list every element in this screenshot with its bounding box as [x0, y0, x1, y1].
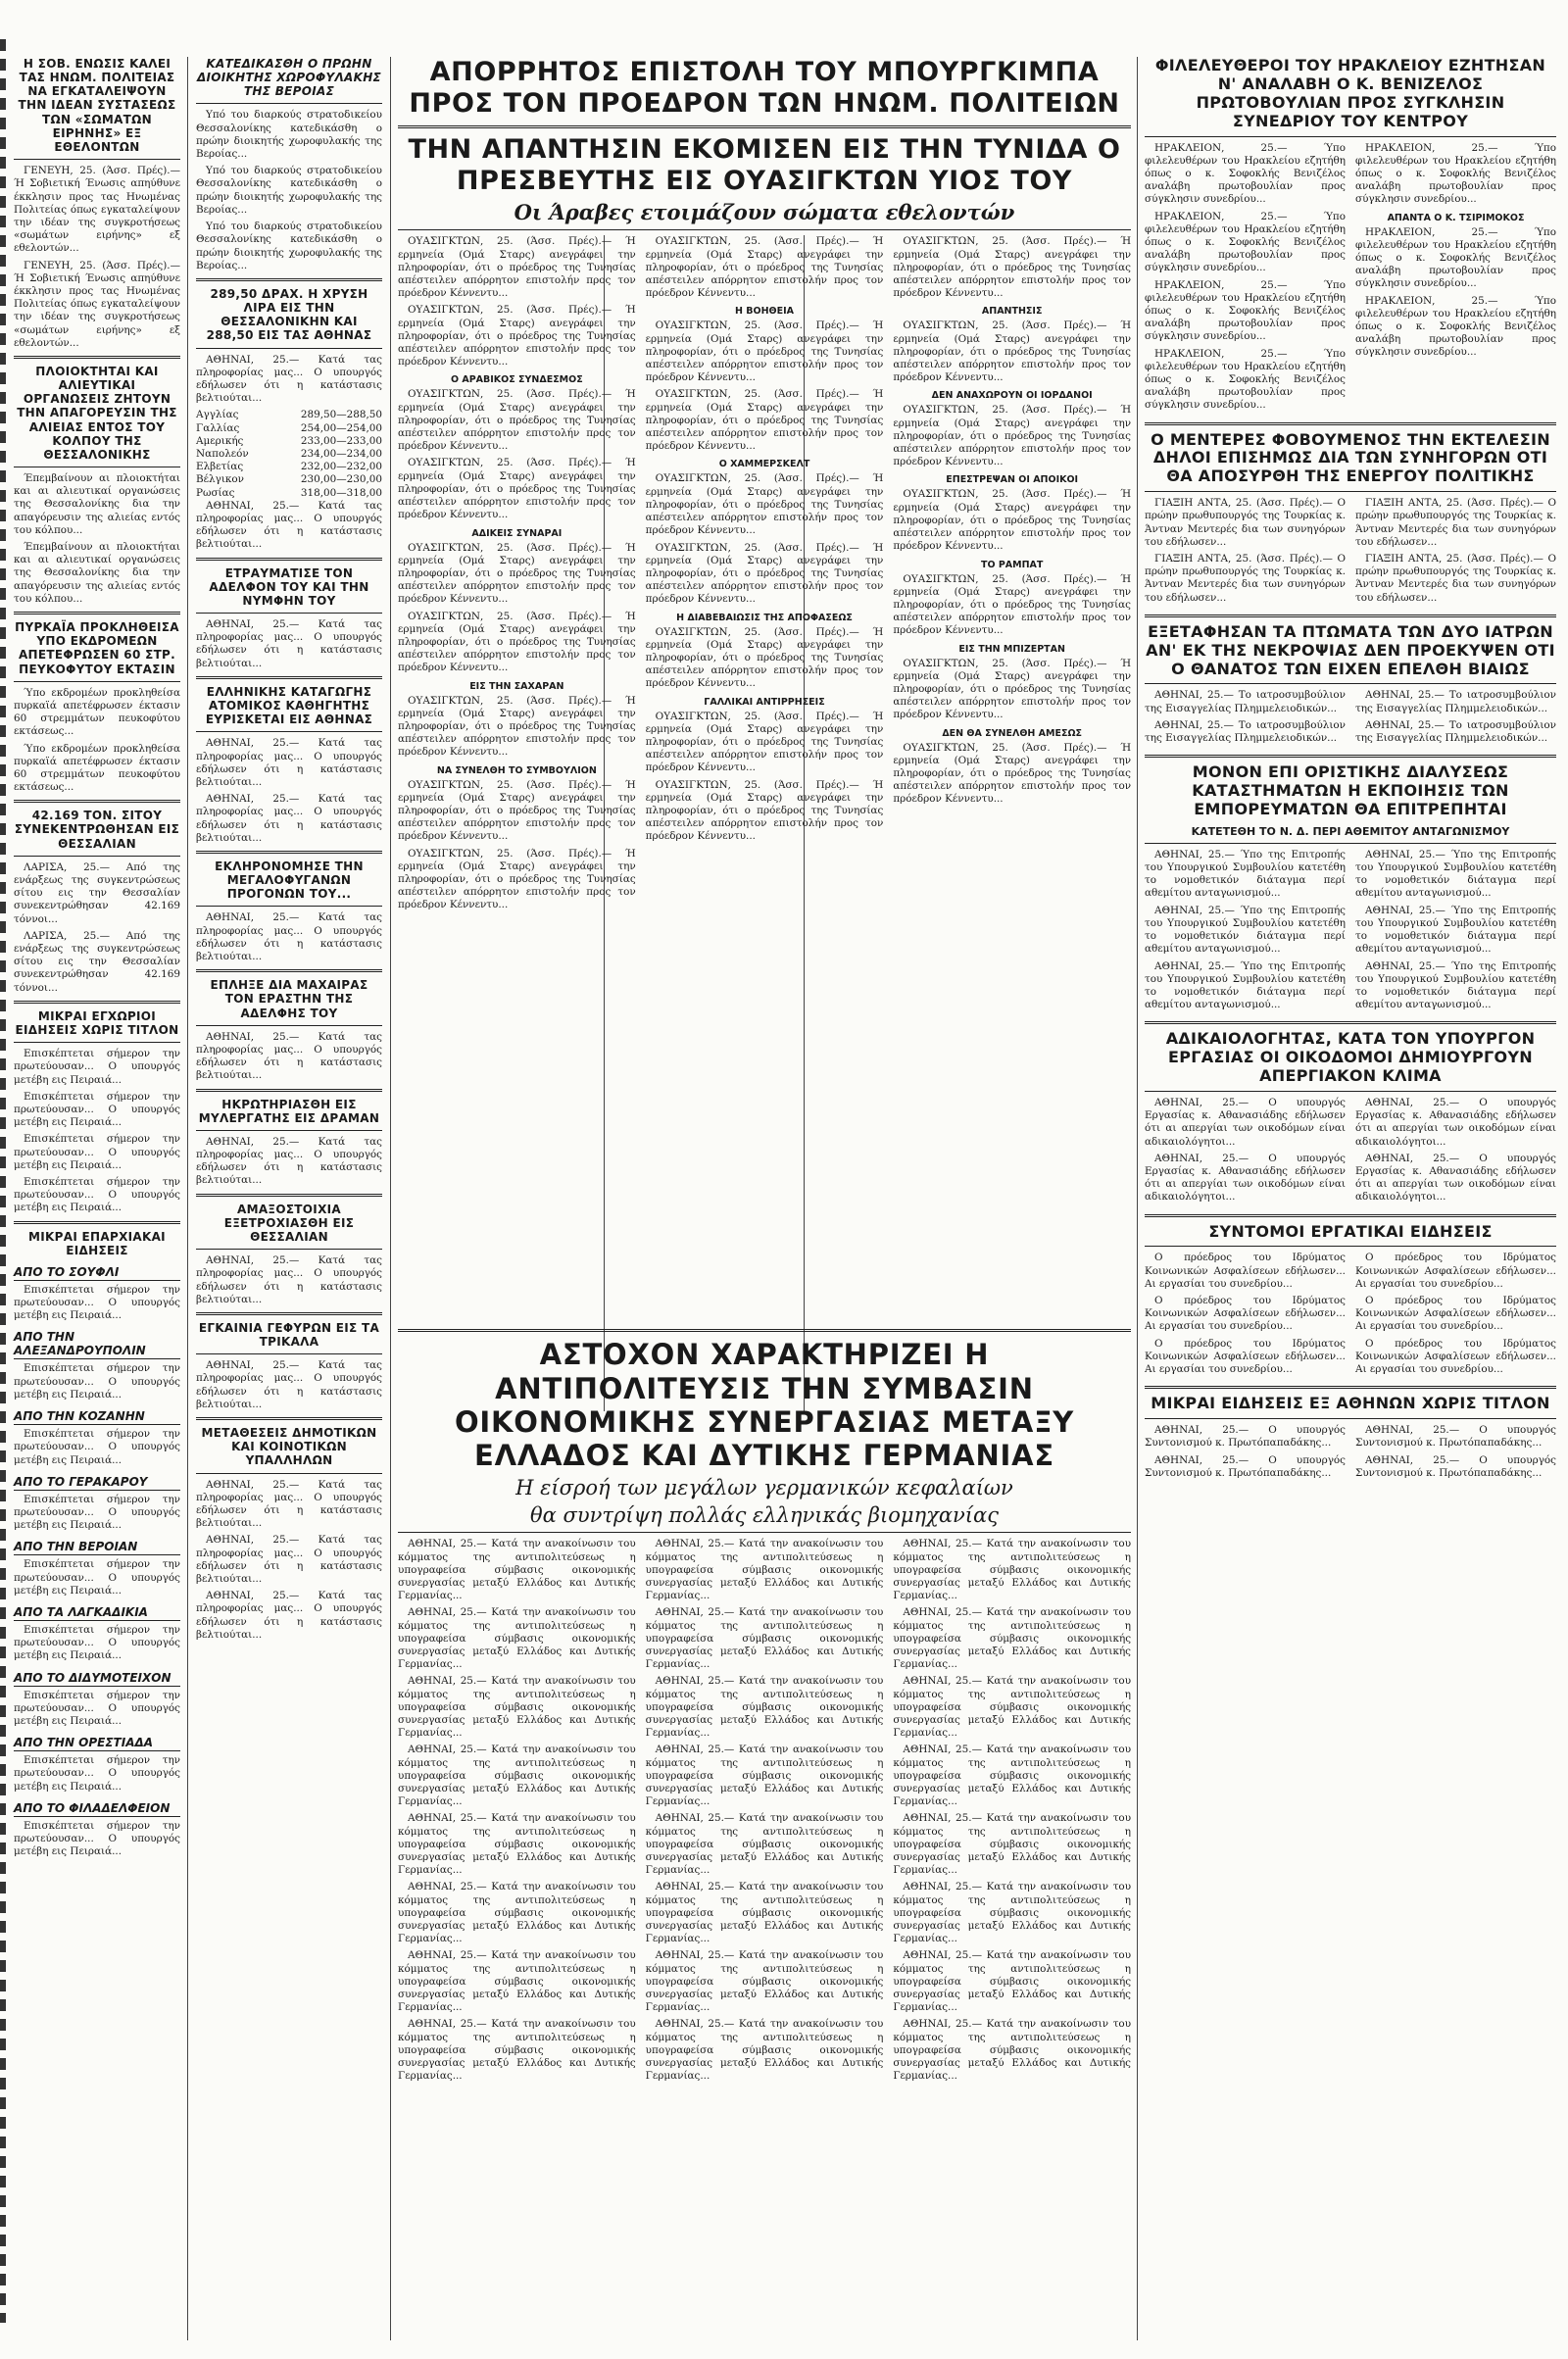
- article-text: ΑΘΗΝΑΙ, 25.— Κατά την ανακοίνωσιν του κόμματος της αντιπολιτεύσεως η υπογραφείσα σύμβασις οικονομικής συνεργασίας μεταξύ Ελλάδος και Δυτικής Γερμανίας...: [645, 1949, 884, 2014]
- lead-column-a: [398, 235, 636, 1323]
- divider: [398, 1329, 1131, 1332]
- article-text: ΗΡΑΚΛΕΙΟΝ, 25.— Ύπο φιλελευθέρων του Ηρακλείου εζητήθη όπως ο κ. Σοφοκλής Βενιζέλος αναλάβη πρωτοβουλίαν προς σύγκλησιν συνεδρίου...: [1145, 141, 1346, 206]
- section-label: ΑΠΟ ΤΟ ΣΟΥΦΛΙ: [14, 1265, 180, 1281]
- article-text: ΟΥΑΣΙΓΚΤΩΝ, 25. (Άσσ. Πρές).— Ή ερμηνεία (Ομά Σταρς) ανεγράφει την πληροφορίαν, ότι ο πρόεδρος της Τυνησίας απέστειλεν απόρρητον επιστολήν προς τον πρόεδρον Κέννεντυ...: [398, 610, 636, 674]
- article-text: Ύπο εκδρομέων προκληθείσα πυρκαϊά απετέφρωσεν έκτασιν 60 στρεμμάτων πευκοφύτου εκτάσεως...: [14, 742, 180, 794]
- price-row: Αμερικής 233,00—233,00: [196, 434, 382, 447]
- headline-gold-price: 289,50 ΔΡΑΧ. Η ΧΡΥΣΗ ΛΙΡΑ ΕΙΣ ΤΗΝ ΘΕΣΣΑΛΟΝΙΚΗΝ ΚΑΙ 288,50 ΕΙΣ ΤΑΣ ΑΘΗΝΑΣ: [206, 286, 372, 343]
- article-text: ΗΡΑΚΛΕΙΟΝ, 25.— Ύπο φιλελευθέρων του Ηρακλείου εζητήθη όπως ο κ. Σοφοκλής Βενιζέλος αναλάβη πρωτοβουλίαν προς σύγκλησιν συνεδρίου...: [1145, 347, 1346, 412]
- article-text: ΓΕΝΕΥΗ, 25. (Άσσ. Πρές).— Ή Σοβιετική Ένωσις απηύθυνε έκκλησιν προς τας Ηνωμένας Πολιτείας όπως εγκαταλείψουν την ιδέαν της συγκροτήσεως «σωμάτων ειρήνης» εξ εθελοντών...: [14, 165, 180, 255]
- germany-columns: [398, 1538, 1131, 2332]
- article-text: ΑΘΗΝΑΙ, 25.— Το ιατροσυμβούλιον της Εισαγγελίας Πλημμελειοδικών...: [1355, 718, 1556, 745]
- article-text: Ύπο εκδρομέων προκληθείσα πυρκαϊά απετέφρωσεν έκτασιν 60 στρεμμάτων πευκοφύτου εκτάσεως...: [14, 686, 180, 738]
- article-text: ΑΘΗΝΑΙ, 25.— Κατά την ανακοίνωσιν του κόμματος της αντιπολιτεύσεως η υπογραφείσα σύμβασις οικονομικής συνεργασίας μεταξύ Ελλάδος και Δυτικής Γερμανίας...: [893, 1812, 1131, 1877]
- column-rule: [1137, 57, 1138, 2340]
- article-text: ΑΘΗΝΑΙ, 25.— Κατά τας πληροφορίας μας... Ο υπουργός εδήλωσεν ότι η κατάστασις βελτιούται...: [196, 499, 382, 551]
- divider: [196, 1353, 382, 1354]
- price-row: Αγγλίας 289,50—288,50: [196, 409, 382, 421]
- article-text: Έπεμβαίνουν αι πλοιοκτήται και αι αλιευτικαί οργανώσεις της Θεσσαλονίκης δια την απαγόρευσιν της αλιείας εντός του κόλπου...: [14, 541, 180, 605]
- article-text: ΑΘΗΝΑΙ, 25.— Ο υπουργός Εργασίας κ. Αθανασιάδης εδήλωσεν ότι αι απεργίαι των οικοδόμων είναι αδικαιολόγητοι...: [1145, 1152, 1346, 1204]
- subhead: ΑΠΑΝΤΗΣΙΣ: [981, 306, 1043, 318]
- subhead: ΑΠΑΝΤΑ Ο Κ. ΤΣΙΡΙΜΟΚΟΣ: [1387, 212, 1525, 223]
- headline-menderes: Ο ΜΕΝΤΕΡΕΣ ΦΟΒΟΥΜΕΝΟΣ ΤΗΝ ΕΚΤΕΛΕΣΙΝ ΔΗΛΟΙ ΕΠΙΣΗΜΩΣ ΔΙΑ ΤΩΝ ΣΥΝΗΓΟΡΩΝ ΟΤΙ ΘΑ ΑΠΟΣΥΡΘΗ ΤΗΣ ΕΝΕΡΓΟΥ ΠΟΛΙΤΙΚΗΣ: [1151, 429, 1550, 486]
- headline-stabbing: ΕΠΛΗΞΕ ΔΙΑ ΜΑΧΑΙΡΑΣ ΤΟΝ ΕΡΑΣΤΗΝ ΤΗΣ ΑΔΕΛΦΗΣ ΤΟΥ: [210, 978, 368, 1020]
- headline-germany-agreement: ΑΣΤΟΧΟΝ ΧΑΡΑΚΤΗΡΙΖΕΙ Η ΑΝΤΙΠΟΛΙΤΕΥΣΙΣ ΤΗΝ ΣΥΜΒΑΣΙΝ ΟΙΚΟΝΟΜΙΚΗΣ ΣΥΝΕΡΓΑΣΙΑΣ ΜΕΤΑΞΥ ΕΛΛΑΔΟΣ ΚΑΙ ΔΥΤΙΚΗΣ ΓΕΡΜΑΝΙΑΣ: [454, 1338, 1075, 1473]
- section-label: ΑΠΟ ΤΗΝ ΟΡΕΣΤΙΑΔΑ: [14, 1736, 180, 1751]
- price-row: Γαλλίας 254,00—254,00: [196, 421, 382, 434]
- divider: [398, 125, 1131, 128]
- divider: [196, 851, 382, 854]
- article-text: ΑΘΗΝΑΙ, 25.— Κατά την ανακοίνωσιν του κόμματος της αντιπολιτεύσεως η υπογραφείσα σύμβασις οικονομικής συνεργασίας μεταξύ Ελλάδος και Δυτικής Γερμανίας...: [893, 1881, 1131, 1945]
- article-text: ΑΘΗΝΑΙ, 25.— Κατά την ανακοίνωσιν του κόμματος της αντιπολιτεύσεως η υπογραφείσα σύμβασις οικονομικής συνεργασίας μεταξύ Ελλάδος και Δυτικής Γερμανίας...: [893, 2018, 1131, 2083]
- headline-doctors: ΕΞΕΤΑΦΗΣΑΝ ΤΑ ΠΤΩΜΑΤΑ ΤΩΝ ΔΥΟ ΙΑΤΡΩΝ ΑΝ' ΕΚ ΤΗΣ ΝΕΚΡΟΨΙΑΣ ΔΕΝ ΠΡΟΕΚΥΨΕΝ ΟΤΙ Ο ΘΑΝΑΤΟΣ ΤΩΝ ΕΙΧΕΝ ΕΠΕΛΘΗ ΒΙΑΙΩΣ: [1146, 621, 1555, 678]
- article-text: ΑΘΗΝΑΙ, 25.— Κατά την ανακοίνωσιν του κόμματος της αντιπολιτεύσεως η υπογραφείσα σύμβασις οικονομικής συνεργασίας μεταξύ Ελλάδος και Δυτικής Γερμανίας...: [893, 1606, 1131, 1671]
- article-text: ΛΑΡΙΣΑ, 25.— Από της ενάρξεως της συγκεντρώσεως σίτου εις την Θεσσαλίαν συνεκεντρώθησαν 42.169 τόννοι...: [14, 929, 180, 994]
- article-text: ΑΘΗΝΑΙ, 25.— Το ιατροσυμβούλιον της Εισαγγελίας Πλημμελειοδικών...: [1145, 718, 1346, 745]
- article-text: ΑΘΗΝΑΙ, 25.— Κατά τας πληροφορίας μας... Ο υπουργός εδήλωσεν ότι η κατάστασις βελτιούται...: [196, 353, 382, 405]
- article-text: ΑΘΗΝΑΙ, 25.— Κατά την ανακοίνωσιν του κόμματος της αντιπολιτεύσεως η υπογραφείσα σύμβασις οικονομικής συνεργασίας μεταξύ Ελλάδος και Δυτικής Γερμανίας...: [398, 1881, 636, 1945]
- divider: [1145, 1418, 1556, 1419]
- subhead: ΝΑ ΣΥΝΕΛΘΗ ΤΟ ΣΥΜΒΟΥΛΙΟΝ: [436, 764, 597, 776]
- article-text: ΟΥΑΣΙΓΚΤΩΝ, 25. (Άσσ. Πρές).— Ή ερμηνεία (Ομά Σταρς) ανεγράφει την πληροφορίαν, ότι ο πρόεδρος της Τυνησίας απέστειλεν απόρρητον επιστολήν προς τον πρόεδρον Κέννεντυ...: [398, 304, 636, 369]
- subhead: ΕΙΣ ΤΗΝ ΣΑΧΑΡΑΝ: [469, 680, 564, 692]
- lead-column-c: [893, 235, 1131, 1323]
- column-2: [196, 57, 382, 1646]
- headline-transfers: ΜΕΤΑΘΕΣΕΙΣ ΔΗΜΟΤΙΚΩΝ ΚΑΙ ΚΟΙΝΟΤΙΚΩΝ ΥΠΑΛΛΗΛΩΝ: [201, 1426, 377, 1468]
- price-row: Ρωσίας 318,00—318,00: [196, 486, 382, 499]
- article-text: ΑΘΗΝΑΙ, 25.— Κατά τας πληροφορίας μας... Ο υπουργός εδήλωσεν ότι η κατάστασις βελτιούται...: [196, 911, 382, 963]
- article-text: ΑΘΗΝΑΙ, 25.— Κατά τας πληροφορίας μας... Ο υπουργός εδήλωσεν ότι η κατάστασις βελτιούται...: [196, 1534, 382, 1585]
- divider: [196, 1089, 382, 1092]
- article-text: Ο πρόεδρος του Ιδρύματος Κοινωνικών Ασφαλίσεων εδήλωσεν... Αι εργασίαι του συνεδρίου...: [1145, 1337, 1346, 1376]
- germany-column-b: [646, 1538, 884, 2332]
- headline-professor: ΕΛΛΗΝΙΚΗΣ ΚΑΤΑΓΩΓΗΣ ΑΤΟΜΙΚΟΣ ΚΑΘΗΓΗΤΗΣ ΕΥΡΙΣΚΕΤΑΙ ΕΙΣ ΑΘΗΝΑΣ: [205, 684, 373, 727]
- article-text: Έπεμβαίνουν αι πλοιοκτήται και αι αλιευτικαί οργανώσεις της Θεσσαλονίκης δια την απαγόρευσιν της αλιείας εντός του κόλπου...: [14, 472, 180, 536]
- headline-local-news: ΜΙΚΡΑΙ ΕΓΧΩΡΙΟΙ ΕΙΔΗΣΕΙΣ ΧΩΡΙΣ ΤΙΤΛΟΝ: [15, 1008, 179, 1037]
- article-text: ΑΘΗΝΑΙ, 25.— Κατά τας πληροφορίας μας... Ο υπουργός εδήλωσεν ότι η κατάστασις βελτιούται...: [196, 1135, 382, 1187]
- article-text: Επισκέπτεται σήμερον την πρωτεύουσαν... Ο υπουργός μετέβη εις Πειραιά...: [14, 1362, 180, 1401]
- athens-columns: [1145, 1424, 1556, 1484]
- article-text: ΟΥΑΣΙΓΚΤΩΝ, 25. (Άσσ. Πρές).— Ή ερμηνεία (Ομά Σταρς) ανεγράφει την πληροφορίαν, ότι ο πρόεδρος της Τυνησίας απέστειλεν απόρρητον επιστολήν προς τον πρόεδρον Κέννεντυ...: [398, 457, 636, 521]
- article-text: ΑΘΗΝΑΙ, 25.— Το ιατροσυμβούλιον της Εισαγγελίας Πλημμελειοδικών...: [1145, 689, 1346, 714]
- divider: [1145, 755, 1556, 758]
- article-text: Επισκέπτεται σήμερον την πρωτεύουσαν... Ο υπουργός μετέβη εις Πειραιά...: [14, 1493, 180, 1532]
- divider: [14, 800, 180, 803]
- germany-column-a: [398, 1538, 636, 2332]
- divider: [398, 1532, 1131, 1533]
- subhead: ΑΔΙΚΕΙΣ ΣΥΝΑΡΑΙ: [471, 527, 563, 539]
- article-text: Επισκέπτεται σήμερον την πρωτεύουσαν... Ο υπουργός μετέβη εις Πειραιά...: [14, 1623, 180, 1662]
- article-text: ΑΘΗΝΑΙ, 25.— Ο υπουργός Συντονισμού κ. Πρωτόπαπαδάκης...: [1355, 1424, 1556, 1450]
- headline-liquidation: ΜΟΝΟΝ ΕΠΙ ΟΡΙΣΤΙΚΗΣ ΔΙΑΛΥΣΕΩΣ ΚΑΤΑΣΤΗΜΑΤΩΝ Η ΕΚΠΟΙΗΣΙΣ ΤΩΝ ΕΜΠΟΡΕΥΜΑΤΩΝ ΘΑ ΕΠΙΤΡΕΠΗΤΑΙ: [1192, 762, 1509, 818]
- divider: [196, 1130, 382, 1131]
- article-text: Υπό του διαρκούς στρατοδικείου Θεσσαλονίκης κατεδικάσθη ο πρώην διοικητής χωροφυλακής της Βεροίας...: [196, 109, 382, 161]
- article-text: Επισκέπτεται σήμερον την πρωτεύουσαν... Ο υπουργός μετέβη εις Πειραιά...: [14, 1754, 180, 1793]
- headline-labor-news: ΣΥΝΤΟΜΟΙ ΕΡΓΑΤΙΚΑΙ ΕΙΔΗΣΕΙΣ: [1208, 1221, 1493, 1241]
- section-label: ΑΠΟ ΤΟ ΓΕΡΑΚΑΡΟΥ: [14, 1475, 180, 1491]
- article-text: Υπό του διαρκούς στρατοδικείου Θεσσαλονίκης κατεδικάσθη ο πρώην διοικητής χωροφυλακής της Βεροίας...: [196, 221, 382, 271]
- article-text: ΑΘΗΝΑΙ, 25.— Ύπο της Επιτροπής του Υπουργικού Συμβουλίου κατετέθη το νομοθετικόν διάταγμα περί αθεμίτου ανταγωνισμού...: [1145, 904, 1346, 956]
- subhead: ΕΠΕΣΤΡΕΨΑΝ ΟΙ ΑΠΟΙΚΟΙ: [946, 474, 1079, 486]
- price-row: Ελβετίας 232,00—232,00: [196, 461, 382, 473]
- article-text: Επισκέπτεται σήμερον την πρωτεύουσαν... Ο υπουργός μετέβη εις Πειραιά...: [14, 1090, 180, 1129]
- article-text: ΟΥΑΣΙΓΚΤΩΝ, 25. (Άσσ. Πρές).— Ή ερμηνεία (Ομά Σταρς) ανεγράφει την πληροφορίαν, ότι ο πρόεδρος της Τυνησίας απέστειλεν απόρρητον επιστολήν προς τον πρόεδρον Κέννεντυ...: [645, 625, 884, 690]
- headline-mill-worker: ΗΚΡΩΤΗΡΙΑΣΘΗ ΕΙΣ ΜΥΛΕΡΓΑΤΗΣ ΕΙΣ ΔΡΑΜΑΝ: [198, 1097, 380, 1125]
- headline-athens-news: ΜΙΚΡΑΙ ΕΙΔΗΣΕΙΣ ΕΞ ΑΘΗΝΩΝ ΧΩΡΙΣ ΤΙΤΛΟΝ: [1151, 1394, 1550, 1413]
- lead-columns: [398, 235, 1131, 1323]
- article-text: ΑΘΗΝΑΙ, 25.— Ο υπουργός Συντονισμού κ. Πρωτόπαπαδάκης...: [1145, 1424, 1346, 1450]
- headline-provincial-news: ΜΙΚΡΑΙ ΕΠΑΡΧΙΑΚΑΙ ΕΙΔΗΣΕΙΣ: [28, 1229, 166, 1257]
- article-text: ΑΘΗΝΑΙ, 25.— Κατά την ανακοίνωσιν του κόμματος της αντιπολιτεύσεως η υπογραφείσα σύμβασις οικονομικής συνεργασίας μεταξύ Ελλάδος και Δυτικής Γερμανίας...: [398, 1606, 636, 1671]
- article-text: ΑΘΗΝΑΙ, 25.— Ο υπουργός Εργασίας κ. Αθανασιάδης εδήλωσεν ότι αι απεργίαι των οικοδόμων είναι αδικαιολόγητοι...: [1145, 1096, 1346, 1148]
- article-text: Υπό του διαρκούς στρατοδικείου Θεσσαλονίκης κατεδικάσθη ο πρώην διοικητής χωροφυλακής της Βεροίας...: [196, 165, 382, 216]
- headline-inheritance: ΕΚΛΗΡΟΝΟΜΗΣΕ ΤΗΝ ΜΕΓΑΛΟΦΥΓΑΝΩΝ ΠΡΟΓΟΝΩΝ ΤΟΥ...: [215, 859, 364, 902]
- divider: [196, 1417, 382, 1420]
- article-text: ΑΘΗΝΑΙ, 25.— Κατά την ανακοίνωσιν του κόμματος της αντιπολιτεύσεως η υπογραφείσα σύμβασις οικονομικής συνεργασίας μεταξύ Ελλάδος και Δυτικής Γερμανίας...: [645, 1606, 884, 1671]
- article-text: ΗΡΑΚΛΕΙΟΝ, 25.— Ύπο φιλελευθέρων του Ηρακλείου εζητήθη όπως ο κ. Σοφοκλής Βενιζέλος αναλάβη πρωτοβουλίαν προς σύγκλησιν συνεδρίου...: [1145, 210, 1346, 274]
- lead-story: [398, 57, 1131, 2332]
- article-text: Επισκέπτεται σήμερον την πρωτεύουσαν... Ο υπουργός μετέβη εις Πειραιά...: [14, 1048, 180, 1086]
- divider: [196, 1312, 382, 1315]
- article-text: ΑΘΗΝΑΙ, 25.— Ο υπουργός Συντονισμού κ. Πρωτόπαπαδάκης...: [1355, 1453, 1556, 1479]
- article-text: ΟΥΑΣΙΓΚΤΩΝ, 25. (Άσσ. Πρές).— Ή ερμηνεία (Ομά Σταρς) ανεγράφει την πληροφορίαν, ότι ο πρόεδρος της Τυνησίας απέστειλεν απόρρητον επιστολήν προς τον πρόεδρον Κέννεντυ...: [645, 472, 884, 537]
- divider: [196, 676, 382, 679]
- article-text: Ο πρόεδρος του Ιδρύματος Κοινωνικών Ασφαλίσεων εδήλωσεν... Αι εργασίαι του συνεδρίου...: [1145, 1295, 1346, 1333]
- subhead: Η ΒΟΗΘΕΙΑ: [735, 306, 794, 318]
- divider: [1145, 1091, 1556, 1092]
- article-text: ΑΘΗΝΑΙ, 25.— Κατά την ανακοίνωσιν του κόμματος της αντιπολιτεύσεως η υπογραφείσα σύμβασις οικονομικής συνεργασίας μεταξύ Ελλάδος και Δυτικής Γερμανίας...: [893, 1744, 1131, 1808]
- headline-ambassador-son: ΤΗΝ ΑΠΑΝΤΗΣΙΝ ΕΚΟΜΙΣΕΝ ΕΙΣ ΤΗΝ ΤΥΝΙΔΑ Ο ΠΡΕΣΒΕΥΤΗΣ ΕΙΣ ΟΥΑΣΙΓΚΤΩΝ ΥΙΟΣ ΤΟΥ: [408, 133, 1121, 196]
- article-text: ΟΥΑΣΙΓΚΤΩΝ, 25. (Άσσ. Πρές).— Ή ερμηνεία (Ομά Σταρς) ανεγράφει την πληροφορίαν, ότι ο πρόεδρος της Τυνησίας απέστειλεν απόρρητον επιστολήν προς τον πρόεδρον Κέννεντυ...: [645, 541, 884, 606]
- article-text: ΟΥΑΣΙΓΚΤΩΝ, 25. (Άσσ. Πρές).— Ή ερμηνεία (Ομά Σταρς) ανεγράφει την πληροφορίαν, ότι ο πρόεδρος της Τυνησίας απέστειλεν απόρρητον επιστολήν προς τον πρόεδρον Κέννεντυ...: [645, 778, 884, 843]
- divider: [1145, 136, 1556, 137]
- divider: [14, 1001, 180, 1004]
- divider: [1145, 1021, 1556, 1024]
- venizelos-columns: [1145, 142, 1556, 417]
- article-text: ΑΘΗΝΑΙ, 25.— Κατά τας πληροφορίας μας... Ο υπουργός εδήλωσεν ότι η κατάστασις βελτιούται...: [196, 1359, 382, 1410]
- article-text: ΑΘΗΝΑΙ, 25.— Κατά την ανακοίνωσιν του κόμματος της αντιπολιτεύσεως η υπογραφείσα σύμβασις οικονομικής συνεργασίας μεταξύ Ελλάδος και Δυτικής Γερμανίας...: [645, 1881, 884, 1945]
- headline-wheat: 42.169 ΤΟΝ. ΣΙΤΟΥ ΣΥΝΕΚΕΝΤΡΩΘΗΣΑΝ ΕΙΣ ΘΕΣΣΑΛΙΑΝ: [14, 809, 180, 851]
- article-text: ΑΘΗΝΑΙ, 25.— Κατά την ανακοίνωσιν του κόμματος της αντιπολιτεύσεως η υπογραφείσα σύμβασις οικονομικής συνεργασίας μεταξύ Ελλάδος και Δυτικής Γερμανίας...: [645, 1744, 884, 1808]
- article-text: Επισκέπτεται σήμερον την πρωτεύουσαν... Ο υπουργός μετέβη εις Πειραιά...: [14, 1133, 180, 1171]
- liquidation-columns: [1145, 849, 1556, 1015]
- article-text: ΟΥΑΣΙΓΚΤΩΝ, 25. (Άσσ. Πρές).— Ή ερμηνεία (Ομά Σταρς) ανεγράφει την πληροφορίαν, ότι ο πρόεδρος της Τυνησίας απέστειλεν απόρρητον επιστολήν προς τον πρόεδρον Κέννεντυ...: [645, 235, 884, 300]
- divider: [14, 159, 180, 160]
- section-label: ΑΠΟ ΤΑ ΛΑΓΚΑΔΙΚΙΑ: [14, 1605, 180, 1621]
- headline-bridges: ΕΓΚΑΙΝΙΑ ΓΕΦΥΡΩΝ ΕΙΣ ΤΑ ΤΡΙΚΑΛΑ: [198, 1320, 380, 1350]
- article-text: ΑΘΗΝΑΙ, 25.— Κατά τας πληροφορίας μας... Ο υπουργός εδήλωσεν ότι η κατάστασις βελτιούται...: [196, 1590, 382, 1641]
- article-text: ΑΘΗΝΑΙ, 25.— Κατά την ανακοίνωσιν του κόμματος της αντιπολιτεύσεως η υπογραφείσα σύμβασις οικονομικής συνεργασίας μεταξύ Ελλάδος και Δυτικής Γερμανίας...: [398, 1949, 636, 2014]
- article-text: ΓΙΑΞΙΗ ΑΝΤΑ, 25. (Άσσ. Πρές).— Ο πρώην πρωθυπουργός της Τουρκίας κ. Άντναν Μεντερές δια των συνηγόρων του εδήλωσεν...: [1145, 553, 1346, 604]
- builders-columns: [1145, 1097, 1556, 1208]
- article-text: ΗΡΑΚΛΕΙΟΝ, 25.— Ύπο φιλελευθέρων του Ηρακλείου εζητήθη όπως ο κ. Σοφοκλής Βενιζέλος αναλάβη πρωτοβουλίαν προς σύγκλησιν συνεδρίου...: [1355, 294, 1556, 359]
- divider: [14, 856, 180, 857]
- article-text: ΟΥΑΣΙΓΚΤΩΝ, 25. (Άσσ. Πρές).— Ή ερμηνεία (Ομά Σταρς) ανεγράφει την πληροφορίαν, ότι ο πρόεδρος της Τυνησίας απέστειλεν απόρρητον επιστολήν προς τον πρόεδρον Κέννεντυ...: [645, 710, 884, 774]
- article-text: Επισκέπτεται σήμερον την πρωτεύουσαν... Ο υπουργός μετέβη εις Πειραιά...: [14, 1689, 180, 1727]
- article-text: ΑΘΗΝΑΙ, 25.— Το ιατροσυμβούλιον της Εισαγγελίας Πλημμελειοδικών...: [1355, 689, 1556, 714]
- article-text: ΑΘΗΝΑΙ, 25.— Ύπο της Επιτροπής του Υπουργικού Συμβουλίου κατετέθη το νομοθετικόν διάταγμα περί αθεμίτου ανταγωνισμού...: [1355, 848, 1556, 900]
- article-text: ΓΙΑΞΙΗ ΑΝΤΑ, 25. (Άσσ. Πρές).— Ο πρώην πρωθυπουργός της Τουρκίας κ. Άντναν Μεντερές δια των συνηγόρων του εδήλωσεν...: [1355, 497, 1556, 548]
- article-text: ΓΕΝΕΥΗ, 25. (Άσσ. Πρές).— Ή Σοβιετική Ένωσις απηύθυνε έκκλησιν προς τας Ηνωμένας Πολιτείας όπως εγκαταλείψουν την ιδέαν της συγκροτήσεως «σωμάτων ειρήνης» εξ εθελοντών...: [14, 259, 180, 349]
- article-text: ΟΥΑΣΙΓΚΤΩΝ, 25. (Άσσ. Πρές).— Ή ερμηνεία (Ομά Σταρς) ανεγράφει την πληροφορίαν, ότι ο πρόεδρος της Τυνησίας απέστειλεν απόρρητον επιστολήν προς τον πρόεδρον Κέννεντυ...: [398, 541, 636, 606]
- article-text: ΑΘΗΝΑΙ, 25.— Κατά τας πληροφορίας μας... Ο υπουργός εδήλωσεν ότι η κατάστασις βελτιούται...: [196, 1478, 382, 1530]
- lead-column-b: [646, 235, 884, 1323]
- article-text: ΟΥΑΣΙΓΚΤΩΝ, 25. (Άσσ. Πρές).— Ή ερμηνεία (Ομά Σταρς) ανεγράφει την πληροφορίαν, ότι ο πρόεδρος της Τυνησίας απέστειλεν απόρρητον επιστολήν προς τον πρόεδρον Κέννεντυ...: [893, 404, 1131, 468]
- divider: [1145, 422, 1556, 425]
- article-text: Ο πρόεδρος του Ιδρύματος Κοινωνικών Ασφαλίσεων εδήλωσεν... Αι εργασίαι του συνεδρίου...: [1355, 1337, 1556, 1376]
- deck-arab-volunteers: Οι Άραβες ετοιμάζουν σώματα εθελοντών: [514, 200, 1015, 225]
- divider: [14, 1221, 180, 1224]
- article-text: ΑΘΗΝΑΙ, 25.— Κατά την ανακοίνωσιν του κόμματος της αντιπολιτεύσεως η υπογραφείσα σύμβασις οικονομικής συνεργασίας μεταξύ Ελλάδος και Δυτικής Γερμανίας...: [893, 1538, 1131, 1602]
- headline-fire: ΠΥΡΚΑΪΑ ΠΡΟΚΛΗΘΕΙΣΑ ΥΠΟ ΕΚΔΡΟΜΕΩΝ ΑΠΕΤΕΦΡΩΣΕΝ 60 ΣΤΡ. ΠΕΥΚΟΦΥΤΟΥ ΕΚΤΑΣΙΝ: [15, 620, 179, 676]
- divider: [196, 348, 382, 349]
- article-text: ΑΘΗΝΑΙ, 25.— Κατά την ανακοίνωσιν του κόμματος της αντιπολιτεύσεως η υπογραφείσα σύμβασις οικονομικής συνεργασίας μεταξύ Ελλάδος και Δυτικής Γερμανίας...: [398, 2018, 636, 2083]
- divider: [1145, 491, 1556, 492]
- headline-convicted: ΚΑΤΕΔΙΚΑΣΘΗ Ο ΠΡΩΗΝ ΔΙΟΙΚΗΤΗΣ ΧΩΡΟΦΥΛΑΚΗΣ ΤΗΣ ΒΕΡΟΙΑΣ: [196, 57, 382, 99]
- left-margin-bleed: [0, 39, 6, 2323]
- divider: [196, 731, 382, 732]
- divider: [196, 558, 382, 561]
- article-text: ΛΑΡΙΣΑ, 25.— Από της ενάρξεως της συγκεντρώσεως σίτου εις την Θεσσαλίαν συνεκεντρώθησαν 42.169 τόννοι...: [14, 860, 180, 925]
- headline-bourguiba-letter: ΑΠΟΡΡΗΤΟΣ ΕΠΙΣΤΟΛΗ ΤΟΥ ΜΠΟΥΡΓΚΙΜΠΑ ΠΡΟΣ ΤΟΝ ΠΡΟΕΔΡΟΝ ΤΩΝ ΗΝΩΜ. ΠΟΛΙΤΕΙΩΝ: [409, 57, 1120, 119]
- divider: [14, 1042, 180, 1043]
- article-text: ΑΘΗΝΑΙ, 25.— Κατά τας πληροφορίας μας... Ο υπουργός εδήλωσεν ότι η κατάστασις βελτιούται...: [196, 1254, 382, 1305]
- subhead: ΕΙΣ ΤΗΝ ΜΠΙΖΕΡΤΑΝ: [958, 643, 1065, 655]
- article-text: Επισκέπτεται σήμερον την πρωτεύουσαν... Ο υπουργός μετέβη εις Πειραιά...: [14, 1428, 180, 1466]
- article-text: Ο πρόεδρος του Ιδρύματος Κοινωνικών Ασφαλίσεων εδήλωσεν... Αι εργασίαι του συνεδρίου...: [1145, 1252, 1346, 1290]
- article-text: ΑΘΗΝΑΙ, 25.— Κατά την ανακοίνωσιν του κόμματος της αντιπολιτεύσεως η υπογραφείσα σύμβασις οικονομικής συνεργασίας μεταξύ Ελλάδος και Δυτικής Γερμανίας...: [398, 1744, 636, 1808]
- column-rule: [187, 57, 188, 2340]
- headline-builders: ΑΔΙΚΑΙΟΛΟΓΗΤΑΣ, ΚΑΤΑ ΤΟΝ ΥΠΟΥΡΓΟΝ ΕΡΓΑΣΙΑΣ ΟΙ ΟΙΚΟΔΟΜΟΙ ΔΗΜΙΟΥΡΓΟΥΝ ΑΠΕΡΓΙΑΚΟΝ ΚΛΙΜΑ: [1165, 1029, 1536, 1086]
- article-text: ΟΥΑΣΙΓΚΤΩΝ, 25. (Άσσ. Πρές).— Ή ερμηνεία (Ομά Σταρς) ανεγράφει την πληροφορίαν, ότι ο πρόεδρος της Τυνησίας απέστειλεν απόρρητον επιστολήν προς τον πρόεδρον Κέννεντυ...: [645, 319, 884, 384]
- article-text: ΑΘΗΝΑΙ, 25.— Κατά την ανακοίνωσιν του κόμματος της αντιπολιτεύσεως η υπογραφείσα σύμβασις οικονομικής συνεργασίας μεταξύ Ελλάδος και Δυτικής Γερμανίας...: [893, 1949, 1131, 2014]
- section-label: ΑΠΟ ΤΗΝ ΒΕΡΟΙΑΝ: [14, 1540, 180, 1555]
- column-rule: [390, 57, 391, 2340]
- article-text: Επισκέπτεται σήμερον την πρωτεύουσαν... Ο υπουργός μετέβη εις Πειραιά...: [14, 1175, 180, 1214]
- divider: [14, 356, 180, 359]
- divider: [1145, 1386, 1556, 1389]
- article-text: ΑΘΗΝΑΙ, 25.— Κατά τας πληροφορίας μας... Ο υπουργός εδήλωσεν ότι η κατάστασις βελτιούται...: [196, 1030, 382, 1082]
- divider: [196, 906, 382, 907]
- divider: [1145, 1214, 1556, 1217]
- article-text: ΑΘΗΝΑΙ, 25.— Κατά τας πληροφορίας μας... Ο υπουργός εδήλωσεν ότι η κατάστασις βελτιούται...: [196, 793, 382, 844]
- article-text: ΟΥΑΣΙΓΚΤΩΝ, 25. (Άσσ. Πρές).— Ή ερμηνεία (Ομά Σταρς) ανεγράφει την πληροφορίαν, ότι ο πρόεδρος της Τυνησίας απέστειλεν απόρρητον επιστολήν προς τον πρόεδρον Κέννεντυ...: [398, 847, 636, 911]
- price-table: [196, 409, 382, 499]
- doctors-columns: [1145, 689, 1556, 749]
- column-5: [1145, 57, 1556, 1484]
- price-row: Ναπολεόν 234,00—234,00: [196, 447, 382, 460]
- article-text: Επισκέπτεται σήμερον την πρωτεύουσαν... Ο υπουργός μετέβη εις Πειραιά...: [14, 1283, 180, 1322]
- subhead: Ο ΧΑΜΜΕΡΣΚΕΛΤ: [718, 459, 810, 470]
- article-text: ΟΥΑΣΙΓΚΤΩΝ, 25. (Άσσ. Πρές).— Ή ερμηνεία (Ομά Σταρς) ανεγράφει την πληροφορίαν, ότι ο πρόεδρος της Τυνησίας απέστειλεν απόρρητον επιστολήν προς τον πρόεδρον Κέννεντυ...: [645, 388, 884, 453]
- section-label: ΑΠΟ ΤΗΝ ΑΛΕΞΑΝΔΡΟΥΠΟΛΙΝ: [14, 1330, 180, 1359]
- article-text: ΑΘΗΝΑΙ, 25.— Κατά την ανακοίνωσιν του κόμματος της αντιπολιτεύσεως η υπογραφείσα σύμβασις οικονομικής συνεργασίας μεταξύ Ελλάδος και Δυτικής Γερμανίας...: [398, 1538, 636, 1602]
- article-text: Ο πρόεδρος του Ιδρύματος Κοινωνικών Ασφαλίσεων εδήλωσεν... Αι εργασίαι του συνεδρίου...: [1355, 1252, 1556, 1290]
- divider: [196, 1025, 382, 1026]
- article-text: ΑΘΗΝΑΙ, 25.— Ύπο της Επιτροπής του Υπουργικού Συμβουλίου κατετέθη το νομοθετικόν διάταγμα περί αθεμίτου ανταγωνισμού...: [1355, 904, 1556, 956]
- article-text: Επισκέπτεται σήμερον την πρωτεύουσαν... Ο υπουργός μετέβη εις Πειραιά...: [14, 1558, 180, 1597]
- divider: [14, 612, 180, 614]
- article-text: ΓΙΑΞΙΗ ΑΝΤΑ, 25. (Άσσ. Πρές).— Ο πρώην πρωθυπουργός της Τουρκίας κ. Άντναν Μεντερές δια των συνηγόρων του εδήλωσεν...: [1355, 553, 1556, 604]
- subhead: ΤΟ ΡΑΜΠΑΤ: [980, 559, 1044, 570]
- headline-fishing: ΠΛΟΙΟΚΤΗΤΑΙ ΚΑΙ ΑΛΙΕΥΤΙΚΑΙ ΟΡΓΑΝΩΣΕΙΣ ΖΗΤΟΥΝ ΤΗΝ ΑΠΑΓΟΡΕΥΣΙΝ ΤΗΣ ΑΛΙΕΙΑΣ ΕΝΤΟΣ ΤΟΥ ΚΟΛΠΟΥ ΤΗΣ ΘΕΣΣΑΛΟΝΙΚΗΣ: [17, 364, 177, 462]
- subhead: ΔΕΝ ΘΑ ΣΥΝΕΛΘΗ ΑΜΕΣΩΣ: [942, 727, 1083, 739]
- divider: [14, 681, 180, 682]
- article-text: Επισκέπτεται σήμερον την πρωτεύουσαν... Ο υπουργός μετέβη εις Πειραιά...: [14, 1819, 180, 1858]
- article-text: ΑΘΗΝΑΙ, 25.— Κατά την ανακοίνωσιν του κόμματος της αντιπολιτεύσεως η υπογραφείσα σύμβασις οικονομικής συνεργασίας μεταξύ Ελλάδος και Δυτικής Γερμανίας...: [893, 1675, 1131, 1740]
- headline-derailment: ΑΜΑΞΟΣΤΟΙΧΙΑ ΕΞΕΤΡΟΧΙΑΣΘΗ ΕΙΣ ΘΕΣΣΑΛΙΑΝ: [223, 1202, 355, 1244]
- subhead-competition-decree: ΚΑΤΕΤΕΘΗ ΤΟ Ν. Δ. ΠΕΡΙ ΑΘΕΜΙΤΟΥ ΑΝΤΑΓΩΝΙΣΜΟΥ: [1191, 824, 1510, 838]
- divider: [196, 613, 382, 614]
- article-text: ΑΘΗΝΑΙ, 25.— Κατά την ανακοίνωσιν του κόμματος της αντιπολιτεύσεως η υπογραφείσα σύμβασις οικονομικής συνεργασίας μεταξύ Ελλάδος και Δυτικής Γερμανίας...: [645, 1675, 884, 1740]
- subhead: ΓΑΛΛΙΚΑΙ ΑΝΤΙΡΡΗΣΕΙΣ: [704, 696, 825, 708]
- divider: [1145, 1246, 1556, 1247]
- article-text: ΟΥΑΣΙΓΚΤΩΝ, 25. (Άσσ. Πρές).— Ή ερμηνεία (Ομά Σταρς) ανεγράφει την πληροφορίαν, ότι ο πρόεδρος της Τυνησίας απέστειλεν απόρρητον επιστολήν προς τον πρόεδρον Κέννεντυ...: [398, 388, 636, 453]
- article-text: ΗΡΑΚΛΕΙΟΝ, 25.— Ύπο φιλελευθέρων του Ηρακλείου εζητήθη όπως ο κ. Σοφοκλής Βενιζέλος αναλάβη πρωτοβουλίαν προς σύγκλησιν συνεδρίου...: [1355, 141, 1556, 206]
- article-text: ΑΘΗΝΑΙ, 25.— Κατά την ανακοίνωσιν του κόμματος της αντιπολιτεύσεως η υπογραφείσα σύμβασις οικονομικής συνεργασίας μεταξύ Ελλάδος και Δυτικής Γερμανίας...: [645, 1538, 884, 1602]
- germany-column-c: [893, 1538, 1131, 2332]
- subhead: Η ΔΙΑΒΕΒΑΙΩΣΙΣ ΤΗΣ ΑΠΟΦΑΣΕΩΣ: [676, 612, 853, 623]
- article-text: ΑΘΗΝΑΙ, 25.— Κατά την ανακοίνωσιν του κόμματος της αντιπολιτεύσεως η υπογραφείσα σύμβασις οικονομικής συνεργασίας μεταξύ Ελλάδος και Δυτικής Γερμανίας...: [398, 1675, 636, 1740]
- divider: [196, 1194, 382, 1197]
- deck-industries: θα συντρίψη πολλάς ελληνικάς βιομηχανίας: [530, 1503, 999, 1528]
- article-text: ΑΘΗΝΑΙ, 25.— Κατά τας πληροφορίας μας... Ο υπουργός εδήλωσεν ότι η κατάστασις βελτιούται...: [196, 737, 382, 788]
- article-text: ΑΘΗΝΑΙ, 25.— Κατά την ανακοίνωσιν του κόμματος της αντιπολιτεύσεως η υπογραφείσα σύμβασις οικονομικής συνεργασίας μεταξύ Ελλάδος και Δυτικής Γερμανίας...: [645, 1812, 884, 1877]
- divider: [196, 103, 382, 104]
- article-text: ΗΡΑΚΛΕΙΟΝ, 25.— Ύπο φιλελευθέρων του Ηρακλείου εζητήθη όπως ο κ. Σοφοκλής Βενιζέλος αναλάβη πρωτοβουλίαν προς σύγκλησιν συνεδρίου...: [1355, 225, 1556, 290]
- article-text: ΑΘΗΝΑΙ, 25.— Κατά την ανακοίνωσιν του κόμματος της αντιπολιτεύσεως η υπογραφείσα σύμβασις οικονομικής συνεργασίας μεταξύ Ελλάδος και Δυτικής Γερμανίας...: [398, 1812, 636, 1877]
- article-text: ΟΥΑΣΙΓΚΤΩΝ, 25. (Άσσ. Πρές).— Ή ερμηνεία (Ομά Σταρς) ανεγράφει την πληροφορίαν, ότι ο πρόεδρος της Τυνησίας απέστειλεν απόρρητον επιστολήν προς τον πρόεδρον Κέννεντυ...: [893, 741, 1131, 806]
- column-1: [14, 57, 180, 1862]
- article-text: ΑΘΗΝΑΙ, 25.— Ο υπουργός Εργασίας κ. Αθανασιάδης εδήλωσεν ότι αι απεργίαι των οικοδόμων είναι αδικαιολόγητοι...: [1355, 1152, 1556, 1204]
- article-text: ΟΥΑΣΙΓΚΤΩΝ, 25. (Άσσ. Πρές).— Ή ερμηνεία (Ομά Σταρς) ανεγράφει την πληροφορίαν, ότι ο πρόεδρος της Τυνησίας απέστειλεν απόρρητον επιστολήν προς τον πρόεδρον Κέννεντυ...: [893, 572, 1131, 637]
- article-text: ΟΥΑΣΙΓΚΤΩΝ, 25. (Άσσ. Πρές).— Ή ερμηνεία (Ομά Σταρς) ανεγράφει την πληροφορίαν, ότι ο πρόεδρος της Τυνησίας απέστειλεν απόρρητον επιστολήν προς τον πρόεδρον Κέννεντυ...: [893, 657, 1131, 721]
- subhead: ΔΕΝ ΑΝΑΧΩΡΟΥΝ ΟΙ ΙΟΡΔΑΝΟΙ: [931, 390, 1093, 402]
- headline-venizelos: ΦΙΛΕΛΕΥΘΕΡΟΙ ΤΟΥ ΗΡΑΚΛΕΙΟΥ ΕΖΗΤΗΣΑΝ Ν' ΑΝΑΛΑΒΗ Ο Κ. ΒΕΝΙΖΕΛΟΣ ΠΡΩΤΟΒΟΥΛΙΑΝ ΠΡΟΣ ΣΥΓΚΛΗΣΙΝ ΣΥΝΕΔΡΙΟΥ ΤΟΥ ΚΕΝΤΡΟΥ: [1154, 56, 1546, 130]
- article-text: ΑΘΗΝΑΙ, 25.— Ο υπουργός Εργασίας κ. Αθανασιάδης εδήλωσεν ότι αι απεργίαι των οικοδόμων είναι αδικαιολόγητοι...: [1355, 1096, 1556, 1148]
- section-label: ΑΠΟ ΤΟ ΦΙΛΑΔΕΛΦΕΙΟΝ: [14, 1801, 180, 1817]
- divider: [1145, 683, 1556, 684]
- menderes-columns: [1145, 497, 1556, 609]
- article-text: ΟΥΑΣΙΓΚΤΩΝ, 25. (Άσσ. Πρές).— Ή ερμηνεία (Ομά Σταρς) ανεγράφει την πληροφορίαν, ότι ο πρόεδρος της Τυνησίας απέστειλεν απόρρητον επιστολήν προς τον πρόεδρον Κέννεντυ...: [893, 488, 1131, 553]
- divider: [1145, 843, 1556, 844]
- article-text: ΟΥΑΣΙΓΚΤΩΝ, 25. (Άσσ. Πρές).— Ή ερμηνεία (Ομά Σταρς) ανεγράφει την πληροφορίαν, ότι ο πρόεδρος της Τυνησίας απέστειλεν απόρρητον επιστολήν προς τον πρόεδρον Κέννεντυ...: [893, 235, 1131, 300]
- headline-soviet: Η ΣΟΒ. ΕΝΩΣΙΣ ΚΑΛΕΙ ΤΑΣ ΗΝΩΜ. ΠΟΛΙΤΕΙΑΣ ΝΑ ΕΓΚΑΤΑΛΕΙΨΟΥΝ ΤΗΝ ΙΔΕΑΝ ΣΥΣΤΑΣΕΩΣ ΤΩΝ «ΣΩΜΑΤΩΝ ΕΙΡΗΝΗΣ» ΕΞ ΕΘΕΛΟΝΤΩΝ: [18, 57, 176, 154]
- divider: [196, 1473, 382, 1474]
- divider: [196, 278, 382, 281]
- article-text: ΟΥΑΣΙΓΚΤΩΝ, 25. (Άσσ. Πρές).— Ή ερμηνεία (Ομά Σταρς) ανεγράφει την πληροφορίαν, ότι ο πρόεδρος της Τυνησίας απέστειλεν απόρρητον επιστολήν προς τον πρόεδρον Κέννεντυ...: [893, 319, 1131, 384]
- article-text: ΑΘΗΝΑΙ, 25.— Ύπο της Επιτροπής του Υπουργικού Συμβουλίου κατετέθη το νομοθετικόν διάταγμα περί αθεμίτου ανταγωνισμού...: [1355, 959, 1556, 1011]
- subhead: Ο ΑΡΑΒΙΚΟΣ ΣΥΝΔΕΣΜΟΣ: [450, 374, 583, 386]
- article-text: ΓΙΑΞΙΗ ΑΝΤΑ, 25. (Άσσ. Πρές).— Ο πρώην πρωθυπουργός της Τουρκίας κ. Άντναν Μεντερές δια των συνηγόρων του εδήλωσεν...: [1145, 497, 1346, 548]
- article-text: ΑΘΗΝΑΙ, 25.— Κατά την ανακοίνωσιν του κόμματος της αντιπολιτεύσεως η υπογραφείσα σύμβασις οικονομικής συνεργασίας μεταξύ Ελλάδος και Δυτικής Γερμανίας...: [645, 2018, 884, 2083]
- headline-wounded: ΕΤΡΑΥΜΑΤΙΣΕ ΤΟΝ ΑΔΕΛΦΟΝ ΤΟΥ ΚΑΙ ΤΗΝ ΝΥΜΦΗΝ ΤΟΥ: [209, 565, 369, 608]
- article-text: ΑΘΗΝΑΙ, 25.— Ύπο της Επιτροπής του Υπουργικού Συμβουλίου κατετέθη το νομοθετικόν διάταγμα περί αθεμίτου ανταγωνισμού...: [1145, 848, 1346, 900]
- price-row: Βέλγικον 230,00—230,00: [196, 473, 382, 486]
- section-label: ΑΠΟ ΤΗΝ ΚΟΖΑΝΗΝ: [14, 1409, 180, 1425]
- article-text: ΟΥΑΣΙΓΚΤΩΝ, 25. (Άσσ. Πρές).— Ή ερμηνεία (Ομά Σταρς) ανεγράφει την πληροφορίαν, ότι ο πρόεδρος της Τυνησίας απέστειλεν απόρρητον επιστολήν προς τον πρόεδρον Κέννεντυ...: [398, 778, 636, 843]
- divider: [1145, 614, 1556, 617]
- article-text: ΟΥΑΣΙΓΚΤΩΝ, 25. (Άσσ. Πρές).— Ή ερμηνεία (Ομά Σταρς) ανεγράφει την πληροφορίαν, ότι ο πρόεδρος της Τυνησίας απέστειλεν απόρρητον επιστολήν προς τον πρόεδρον Κέννεντυ...: [398, 694, 636, 759]
- article-text: ΑΘΗΝΑΙ, 25.— Ύπο της Επιτροπής του Υπουργικού Συμβουλίου κατετέθη το νομοθετικόν διάταγμα περί αθεμίτου ανταγωνισμού...: [1145, 959, 1346, 1011]
- deck-capital-inflow: Η είσροή των μεγάλων γερμανικών κεφαλαίων: [515, 1476, 1013, 1500]
- article-text: ΑΘΗΝΑΙ, 25.— Κατά τας πληροφορίας μας... Ο υπουργός εδήλωσεν ότι η κατάστασις βελτιούται...: [196, 618, 382, 669]
- divider: [398, 229, 1131, 230]
- section-label: ΑΠΟ ΤΟ ΔΙΔΥΜΟΤΕΙΧΟΝ: [14, 1671, 180, 1687]
- divider: [196, 1249, 382, 1250]
- divider: [196, 969, 382, 972]
- article-text: ΟΥΑΣΙΓΚΤΩΝ, 25. (Άσσ. Πρές).— Ή ερμηνεία (Ομά Σταρς) ανεγράφει την πληροφορίαν, ότι ο πρόεδρος της Τυνησίας απέστειλεν απόρρητον επιστολήν προς τον πρόεδρον Κέννεντυ...: [398, 235, 636, 300]
- labor-columns: [1145, 1252, 1556, 1380]
- article-text: ΗΡΑΚΛΕΙΟΝ, 25.— Ύπο φιλελευθέρων του Ηρακλείου εζητήθη όπως ο κ. Σοφοκλής Βενιζέλος αναλάβη πρωτοβουλίαν προς σύγκλησιν συνεδρίου...: [1145, 278, 1346, 343]
- article-text: ΑΘΗΝΑΙ, 25.— Ο υπουργός Συντονισμού κ. Πρωτόπαπαδάκης...: [1145, 1453, 1346, 1479]
- article-text: Ο πρόεδρος του Ιδρύματος Κοινωνικών Ασφαλίσεων εδήλωσεν... Αι εργασίαι του συνεδρίου...: [1355, 1295, 1556, 1333]
